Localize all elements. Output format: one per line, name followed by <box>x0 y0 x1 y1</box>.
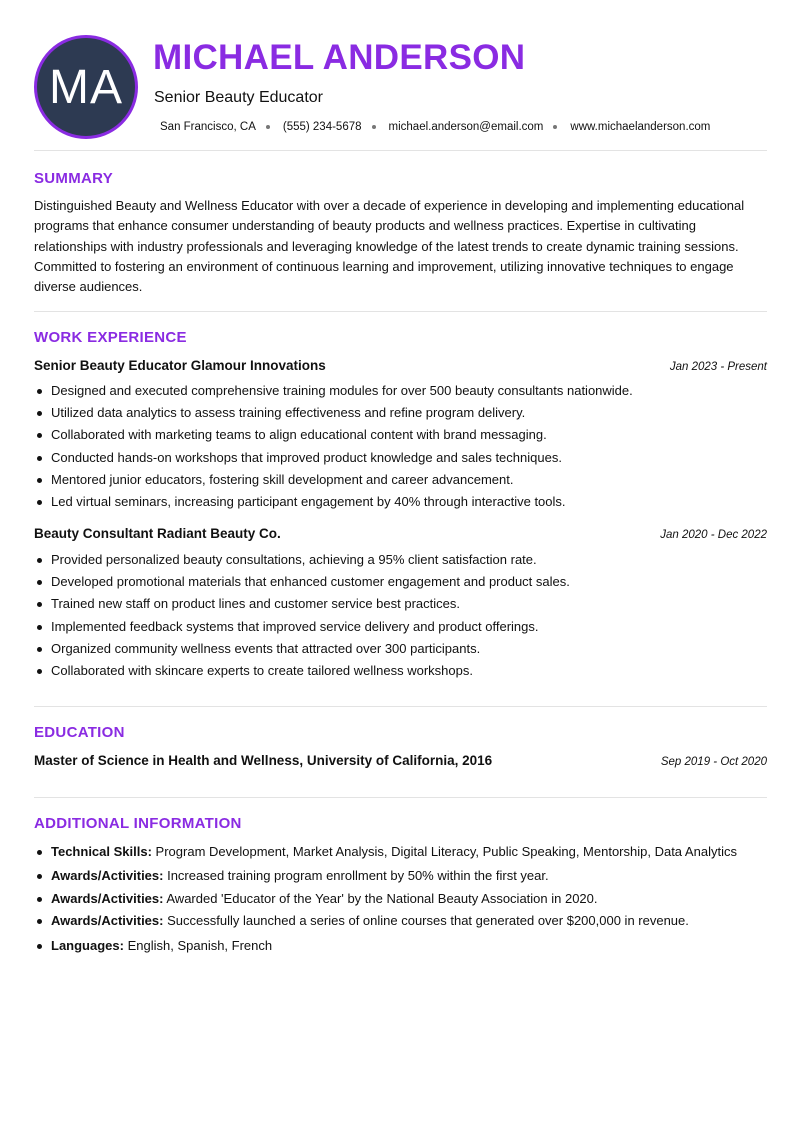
info-value: Awarded 'Educator of the Year' by the National Beauty Association in 2020. <box>166 891 598 906</box>
list-item: Mentored junior educators, fostering skill development and career advancement. <box>34 470 633 492</box>
list-item: Collaborated with skincare experts to create tailored wellness workshops. <box>34 661 570 683</box>
contact-email[interactable]: michael.anderson@email.com <box>388 121 544 133</box>
additional-info-heading: ADDITIONAL INFORMATION <box>34 815 242 832</box>
separator-dot <box>372 125 376 129</box>
summary-text: Distinguished Beauty and Wellness Educator with over a decade of experience in developing and implementing educational programs that enhance consumer understanding of beauty products and wellness practices. Expertise in cultivating relationships with industry professionals and leveraging knowledge of the latest trends to create dynamic training sessions. Committed to fostering an environment of continuous learning and improvement, utilizing innovative techniques to engage diverse audiences. <box>34 198 745 295</box>
candidate-title: Senior Beauty Educator <box>154 89 323 106</box>
education-entry <box>34 753 767 768</box>
info-value: Program Development, Market Analysis, Digital Literacy, Public Speaking, Mentorship, Data Analytics <box>155 844 737 859</box>
candidate-name: MICHAEL ANDERSON <box>153 38 526 77</box>
avatar <box>34 35 138 139</box>
separator-dot <box>553 125 557 129</box>
list-item <box>34 866 737 889</box>
info-label: Awards/Activities: <box>51 868 164 883</box>
info-value: Increased training program enrollment by 50% within the first year. <box>167 868 549 883</box>
education-degree: Master of Science in Health and Wellness, University of California, 2016 <box>34 753 493 768</box>
job-title: Beauty Consultant Radiant Beauty Co. <box>34 526 281 541</box>
list-item: Developed promotional materials that enhanced customer engagement and product sales. <box>34 572 570 594</box>
list-item: Organized community wellness events that attracted over 300 participants. <box>34 639 570 661</box>
info-value: Successfully launched a series of online courses that generated over $200,000 in revenue. <box>167 913 689 928</box>
job-header <box>34 358 767 373</box>
list-item: Conducted hands-on workshops that improved product knowledge and sales techniques. <box>34 448 633 470</box>
job-bullets <box>34 550 570 683</box>
divider <box>34 150 767 151</box>
job-header <box>34 526 767 541</box>
info-label: Awards/Activities: <box>51 913 164 928</box>
contact-website[interactable]: www.michaelanderson.com <box>570 121 711 133</box>
contact-phone: (555) 234-5678 <box>282 121 362 133</box>
job-title: Senior Beauty Educator Glamour Innovations <box>34 358 326 373</box>
divider <box>34 797 767 798</box>
additional-info-list <box>34 842 737 958</box>
info-label: Awards/Activities: <box>51 891 164 906</box>
job-dates: Jan 2020 - Dec 2022 <box>660 529 767 541</box>
list-item: Collaborated with marketing teams to align educational content with brand messaging. <box>34 425 633 447</box>
summary-heading: SUMMARY <box>34 170 114 187</box>
education-dates: Sep 2019 - Oct 2020 <box>660 756 767 768</box>
list-item: Utilized data analytics to assess training effectiveness and refine program delivery. <box>34 403 633 425</box>
divider <box>34 311 767 312</box>
list-item <box>34 911 737 936</box>
list-item: Led virtual seminars, increasing participant engagement by 40% through interactive tools. <box>34 492 633 514</box>
contact-location: San Francisco, CA <box>160 121 256 133</box>
avatar-initials: MA <box>49 60 123 114</box>
job-bullets <box>34 381 633 514</box>
list-item <box>34 889 737 911</box>
info-label: Technical Skills: <box>51 844 152 859</box>
divider <box>34 706 767 707</box>
work-experience-heading: WORK EXPERIENCE <box>34 329 187 346</box>
list-item: Trained new staff on product lines and customer service best practices. <box>34 594 570 616</box>
list-item <box>34 936 737 958</box>
info-label: Languages: <box>51 938 124 953</box>
education-heading: EDUCATION <box>34 724 125 741</box>
list-item: Provided personalized beauty consultations, achieving a 95% client satisfaction rate. <box>34 550 570 572</box>
job-dates: Jan 2023 - Present <box>669 361 767 373</box>
separator-dot <box>266 125 270 129</box>
list-item: Designed and executed comprehensive training modules for over 500 beauty consultants nationwide. <box>34 381 633 403</box>
list-item: Implemented feedback systems that improved service delivery and product offerings. <box>34 617 570 639</box>
info-value: English, Spanish, French <box>127 938 273 953</box>
contact-line <box>160 121 710 133</box>
list-item <box>34 842 737 866</box>
